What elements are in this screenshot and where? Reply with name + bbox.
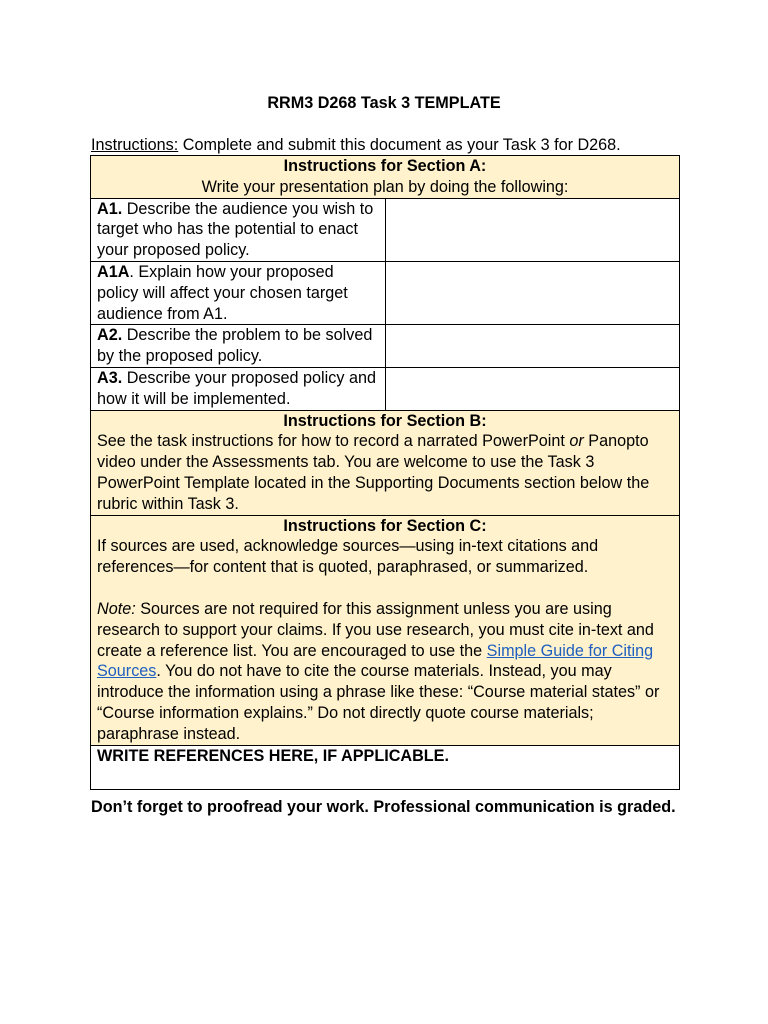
references-label: WRITE REFERENCES HERE, IF APPLICABLE. bbox=[97, 746, 449, 765]
prompt-cell-a1 bbox=[91, 198, 386, 261]
section-b-cell bbox=[91, 410, 680, 515]
table-row-a3 bbox=[91, 367, 680, 410]
instructions-label: Instructions: bbox=[91, 136, 179, 154]
answer-cell-a1a[interactable] bbox=[386, 261, 680, 324]
prompt-code-a1: A1. bbox=[97, 199, 123, 218]
prompt-cell-a3 bbox=[91, 367, 386, 410]
section-a-subheading: Write your presentation plan by doing the following: bbox=[201, 177, 569, 196]
prompt-cell-a1a bbox=[91, 261, 386, 324]
template-table bbox=[90, 155, 680, 790]
prompt-text-a3: Describe your proposed policy and how it will be implemented. bbox=[97, 368, 376, 408]
answer-cell-a3[interactable] bbox=[386, 367, 680, 410]
prompt-code-a3: A3. bbox=[97, 368, 123, 387]
section-c-para1: If sources are used, acknowledge sources—using in-text citations and references—for content that is quoted, paraphrased, or summarized. bbox=[97, 537, 599, 577]
instructions-text: Complete and submit this document as your Task 3 for D268. bbox=[178, 136, 621, 154]
prompt-text-a2: Describe the problem to be solved by the proposed policy. bbox=[97, 326, 373, 366]
section-c-cell bbox=[91, 515, 680, 745]
section-a-heading: Instructions for Section A: bbox=[283, 157, 487, 175]
section-a-header-row bbox=[91, 156, 680, 199]
document-title: RRM3 D268 Task 3 TEMPLATE bbox=[267, 94, 501, 112]
table-row-a1a bbox=[91, 261, 680, 324]
section-b-text-2: Panopto video under the Assessments tab. You are welcome to use the Task 3 PowerPoint Template located in the Supporting Documents section below the rubric within Task 3. bbox=[97, 432, 650, 513]
section-c-note bbox=[97, 599, 673, 745]
section-c-heading: Instructions for Section C: bbox=[283, 516, 487, 535]
prompt-code-a2: A2. bbox=[97, 326, 123, 345]
prompt-code-a1a: A1A bbox=[97, 262, 130, 281]
table-row-a2 bbox=[91, 325, 680, 368]
section-c-row bbox=[91, 515, 680, 745]
section-b-text-1: See the task instructions for how to record a narrated PowerPoint bbox=[97, 432, 570, 451]
answer-cell-a2[interactable] bbox=[386, 325, 680, 368]
section-b-text-or: or bbox=[569, 432, 584, 451]
paragraph-spacer bbox=[97, 578, 673, 599]
section-b-row bbox=[91, 410, 680, 515]
section-c-note-label: Note: bbox=[97, 599, 136, 618]
references-row bbox=[91, 745, 680, 789]
prompt-text-a1: Describe the audience you wish to target who has the potential to enact your proposed policy. bbox=[97, 199, 374, 260]
answer-cell-a1[interactable] bbox=[386, 198, 680, 261]
section-a-header-cell bbox=[91, 156, 680, 199]
prompt-text-a1a: . Explain how your proposed policy will affect your chosen target audience from A1. bbox=[97, 262, 348, 323]
prompt-cell-a2 bbox=[91, 325, 386, 368]
section-b-text bbox=[97, 431, 673, 514]
proofread-reminder: Don’t forget to proofread your work. Professional communication is graded. bbox=[91, 798, 676, 816]
simple-guide-link[interactable]: Simple Guide for Citing Sources bbox=[97, 641, 654, 681]
section-c-note-1: Sources are not required for this assignment unless you are using research to support your claims. If you use research, you must cite in-text and create a reference list. You are encouraged to use the bbox=[97, 599, 654, 660]
section-c-note-2: . You do not have to cite the course materials. Instead, you may introduce the information using a phrase like these: “Course material states” or “Course information explains.” Do not directly quote course materials; paraphrase instead. bbox=[97, 662, 660, 743]
section-b-heading: Instructions for Section B: bbox=[283, 411, 487, 430]
instructions-line bbox=[91, 135, 691, 156]
table-row-a1 bbox=[91, 198, 680, 261]
references-cell[interactable] bbox=[91, 745, 680, 789]
